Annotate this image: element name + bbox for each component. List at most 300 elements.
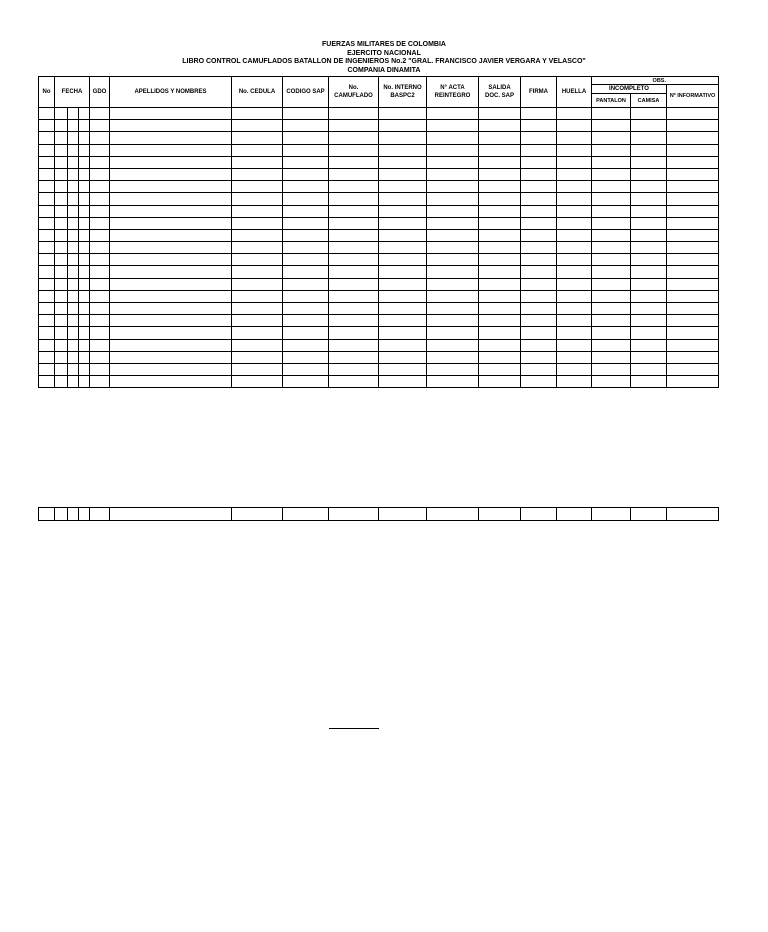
table-cell[interactable] — [90, 108, 110, 120]
table-cell[interactable] — [631, 508, 667, 521]
table-cell[interactable] — [557, 144, 592, 156]
table-cell[interactable] — [329, 376, 379, 388]
table-cell[interactable] — [631, 132, 667, 144]
table-cell[interactable] — [110, 205, 232, 217]
table-cell[interactable] — [667, 108, 719, 120]
table-cell[interactable] — [557, 217, 592, 229]
table-cell[interactable] — [557, 327, 592, 339]
table-cell[interactable] — [232, 108, 283, 120]
table-cell[interactable] — [592, 217, 631, 229]
table-cell[interactable] — [39, 108, 55, 120]
table-cell[interactable] — [379, 254, 427, 266]
table-cell[interactable] — [379, 168, 427, 180]
table-cell[interactable] — [68, 508, 79, 521]
table-cell[interactable] — [55, 376, 68, 388]
table-cell[interactable] — [90, 132, 110, 144]
table-cell[interactable] — [39, 508, 55, 521]
table-cell[interactable] — [592, 254, 631, 266]
table-cell[interactable] — [283, 376, 329, 388]
table-cell[interactable] — [631, 229, 667, 241]
table-cell[interactable] — [39, 278, 55, 290]
table-cell[interactable] — [283, 156, 329, 168]
table-cell[interactable] — [479, 290, 521, 302]
table-cell[interactable] — [55, 120, 68, 132]
table-cell[interactable] — [427, 351, 479, 363]
table-cell[interactable] — [329, 120, 379, 132]
table-cell[interactable] — [631, 339, 667, 351]
table-cell[interactable] — [479, 266, 521, 278]
table-cell[interactable] — [667, 156, 719, 168]
table-cell[interactable] — [631, 327, 667, 339]
table-cell[interactable] — [90, 339, 110, 351]
table-cell[interactable] — [232, 144, 283, 156]
table-cell[interactable] — [521, 290, 557, 302]
table-cell[interactable] — [329, 315, 379, 327]
table-cell[interactable] — [479, 168, 521, 180]
table-cell[interactable] — [479, 144, 521, 156]
table-cell[interactable] — [79, 278, 90, 290]
table-cell[interactable] — [379, 290, 427, 302]
table-cell[interactable] — [68, 254, 79, 266]
table-cell[interactable] — [557, 339, 592, 351]
table-cell[interactable] — [110, 120, 232, 132]
table-cell[interactable] — [667, 132, 719, 144]
table-cell[interactable] — [39, 144, 55, 156]
table-cell[interactable] — [379, 181, 427, 193]
table-cell[interactable] — [557, 132, 592, 144]
table-cell[interactable] — [329, 327, 379, 339]
table-cell[interactable] — [110, 508, 232, 521]
table-cell[interactable] — [557, 363, 592, 375]
table-cell[interactable] — [39, 266, 55, 278]
table-cell[interactable] — [283, 229, 329, 241]
table-cell[interactable] — [39, 156, 55, 168]
table-cell[interactable] — [427, 254, 479, 266]
table-cell[interactable] — [283, 108, 329, 120]
table-cell[interactable] — [592, 205, 631, 217]
table-cell[interactable] — [79, 156, 90, 168]
table-cell[interactable] — [110, 315, 232, 327]
table-cell[interactable] — [79, 144, 90, 156]
table-cell[interactable] — [55, 266, 68, 278]
table-cell[interactable] — [379, 193, 427, 205]
table-cell[interactable] — [631, 351, 667, 363]
table-cell[interactable] — [427, 339, 479, 351]
table-cell[interactable] — [592, 290, 631, 302]
table-cell[interactable] — [557, 242, 592, 254]
table-cell[interactable] — [557, 351, 592, 363]
table-cell[interactable] — [329, 108, 379, 120]
table-cell[interactable] — [232, 315, 283, 327]
table-cell[interactable] — [479, 315, 521, 327]
table-cell[interactable] — [631, 363, 667, 375]
table-cell[interactable] — [592, 339, 631, 351]
table-cell[interactable] — [329, 508, 379, 521]
table-cell[interactable] — [521, 217, 557, 229]
table-cell[interactable] — [55, 229, 68, 241]
table-cell[interactable] — [79, 254, 90, 266]
table-cell[interactable] — [631, 266, 667, 278]
table-cell[interactable] — [667, 303, 719, 315]
table-cell[interactable] — [55, 193, 68, 205]
table-cell[interactable] — [90, 229, 110, 241]
table-cell[interactable] — [232, 217, 283, 229]
table-cell[interactable] — [329, 181, 379, 193]
table-cell[interactable] — [55, 217, 68, 229]
table-cell[interactable] — [521, 376, 557, 388]
table-cell[interactable] — [79, 508, 90, 521]
table-cell[interactable] — [68, 327, 79, 339]
table-cell[interactable] — [557, 303, 592, 315]
table-cell[interactable] — [329, 290, 379, 302]
table-cell[interactable] — [68, 315, 79, 327]
table-cell[interactable] — [39, 254, 55, 266]
table-cell[interactable] — [427, 168, 479, 180]
table-cell[interactable] — [631, 120, 667, 132]
table-cell[interactable] — [39, 217, 55, 229]
table-cell[interactable] — [79, 120, 90, 132]
table-cell[interactable] — [521, 181, 557, 193]
table-cell[interactable] — [427, 132, 479, 144]
table-cell[interactable] — [479, 254, 521, 266]
table-cell[interactable] — [329, 242, 379, 254]
table-cell[interactable] — [379, 339, 427, 351]
table-cell[interactable] — [521, 108, 557, 120]
table-cell[interactable] — [39, 120, 55, 132]
table-cell[interactable] — [232, 351, 283, 363]
table-cell[interactable] — [592, 108, 631, 120]
table-cell[interactable] — [329, 303, 379, 315]
table-cell[interactable] — [557, 108, 592, 120]
table-cell[interactable] — [667, 339, 719, 351]
table-cell[interactable] — [592, 181, 631, 193]
table-cell[interactable] — [283, 193, 329, 205]
table-cell[interactable] — [479, 339, 521, 351]
table-cell[interactable] — [479, 376, 521, 388]
table-cell[interactable] — [39, 327, 55, 339]
table-cell[interactable] — [379, 217, 427, 229]
table-cell[interactable] — [55, 132, 68, 144]
table-cell[interactable] — [39, 376, 55, 388]
table-cell[interactable] — [427, 217, 479, 229]
table-cell[interactable] — [631, 205, 667, 217]
table-cell[interactable] — [667, 363, 719, 375]
table-cell[interactable] — [521, 144, 557, 156]
table-cell[interactable] — [379, 108, 427, 120]
table-cell[interactable] — [479, 193, 521, 205]
table-cell[interactable] — [283, 120, 329, 132]
table-cell[interactable] — [283, 303, 329, 315]
table-cell[interactable] — [592, 303, 631, 315]
table-cell[interactable] — [79, 339, 90, 351]
table-cell[interactable] — [90, 315, 110, 327]
table-cell[interactable] — [521, 315, 557, 327]
table-cell[interactable] — [232, 193, 283, 205]
table-cell[interactable] — [427, 376, 479, 388]
table-cell[interactable] — [521, 339, 557, 351]
table-cell[interactable] — [110, 376, 232, 388]
table-cell[interactable] — [110, 108, 232, 120]
table-cell[interactable] — [592, 278, 631, 290]
table-cell[interactable] — [592, 508, 631, 521]
table-cell[interactable] — [521, 351, 557, 363]
table-cell[interactable] — [557, 315, 592, 327]
table-cell[interactable] — [283, 363, 329, 375]
table-cell[interactable] — [55, 508, 68, 521]
table-cell[interactable] — [232, 363, 283, 375]
table-cell[interactable] — [39, 339, 55, 351]
table-cell[interactable] — [631, 290, 667, 302]
table-cell[interactable] — [479, 181, 521, 193]
table-cell[interactable] — [79, 290, 90, 302]
table-cell[interactable] — [592, 132, 631, 144]
table-cell[interactable] — [427, 315, 479, 327]
table-cell[interactable] — [427, 229, 479, 241]
table-cell[interactable] — [479, 108, 521, 120]
table-cell[interactable] — [521, 193, 557, 205]
table-cell[interactable] — [68, 156, 79, 168]
table-cell[interactable] — [232, 278, 283, 290]
table-cell[interactable] — [521, 156, 557, 168]
table-cell[interactable] — [479, 508, 521, 521]
table-cell[interactable] — [68, 339, 79, 351]
table-cell[interactable] — [557, 278, 592, 290]
table-cell[interactable] — [557, 205, 592, 217]
table-cell[interactable] — [283, 217, 329, 229]
table-cell[interactable] — [90, 376, 110, 388]
table-cell[interactable] — [329, 254, 379, 266]
table-cell[interactable] — [667, 278, 719, 290]
table-cell[interactable] — [283, 266, 329, 278]
table-cell[interactable] — [232, 290, 283, 302]
table-cell[interactable] — [592, 242, 631, 254]
table-cell[interactable] — [68, 132, 79, 144]
table-cell[interactable] — [110, 351, 232, 363]
table-cell[interactable] — [667, 266, 719, 278]
table-cell[interactable] — [379, 351, 427, 363]
table-cell[interactable] — [379, 363, 427, 375]
table-cell[interactable] — [631, 193, 667, 205]
table-cell[interactable] — [39, 363, 55, 375]
table-cell[interactable] — [427, 327, 479, 339]
table-cell[interactable] — [79, 376, 90, 388]
table-cell[interactable] — [39, 168, 55, 180]
table-cell[interactable] — [379, 327, 427, 339]
table-cell[interactable] — [631, 376, 667, 388]
table-cell[interactable] — [232, 242, 283, 254]
table-cell[interactable] — [479, 156, 521, 168]
table-cell[interactable] — [667, 205, 719, 217]
table-cell[interactable] — [79, 205, 90, 217]
table-cell[interactable] — [79, 303, 90, 315]
table-cell[interactable] — [283, 168, 329, 180]
table-cell[interactable] — [379, 229, 427, 241]
table-cell[interactable] — [90, 327, 110, 339]
table-cell[interactable] — [379, 156, 427, 168]
table-cell[interactable] — [110, 132, 232, 144]
table-cell[interactable] — [55, 278, 68, 290]
table-cell[interactable] — [79, 351, 90, 363]
table-cell[interactable] — [68, 168, 79, 180]
table-cell[interactable] — [427, 205, 479, 217]
table-cell[interactable] — [79, 181, 90, 193]
table-cell[interactable] — [68, 217, 79, 229]
table-cell[interactable] — [521, 242, 557, 254]
table-cell[interactable] — [379, 266, 427, 278]
table-cell[interactable] — [329, 217, 379, 229]
table-cell[interactable] — [667, 144, 719, 156]
table-cell[interactable] — [79, 327, 90, 339]
table-cell[interactable] — [592, 156, 631, 168]
table-cell[interactable] — [283, 181, 329, 193]
table-cell[interactable] — [631, 303, 667, 315]
table-cell[interactable] — [232, 339, 283, 351]
table-cell[interactable] — [79, 168, 90, 180]
table-cell[interactable] — [427, 144, 479, 156]
table-cell[interactable] — [90, 168, 110, 180]
table-cell[interactable] — [592, 315, 631, 327]
table-cell[interactable] — [110, 266, 232, 278]
table-cell[interactable] — [68, 193, 79, 205]
table-cell[interactable] — [90, 266, 110, 278]
table-cell[interactable] — [667, 120, 719, 132]
table-cell[interactable] — [68, 205, 79, 217]
table-cell[interactable] — [79, 363, 90, 375]
table-cell[interactable] — [283, 242, 329, 254]
table-cell[interactable] — [427, 193, 479, 205]
table-cell[interactable] — [79, 315, 90, 327]
table-cell[interactable] — [521, 254, 557, 266]
table-cell[interactable] — [592, 376, 631, 388]
table-cell[interactable] — [55, 168, 68, 180]
table-cell[interactable] — [667, 508, 719, 521]
table-cell[interactable] — [68, 351, 79, 363]
table-cell[interactable] — [521, 229, 557, 241]
table-cell[interactable] — [90, 278, 110, 290]
table-cell[interactable] — [283, 290, 329, 302]
table-cell[interactable] — [427, 363, 479, 375]
table-cell[interactable] — [68, 144, 79, 156]
table-cell[interactable] — [479, 351, 521, 363]
table-cell[interactable] — [39, 132, 55, 144]
table-cell[interactable] — [631, 181, 667, 193]
table-cell[interactable] — [90, 144, 110, 156]
table-cell[interactable] — [667, 242, 719, 254]
table-cell[interactable] — [329, 339, 379, 351]
table-cell[interactable] — [90, 120, 110, 132]
table-cell[interactable] — [55, 205, 68, 217]
table-cell[interactable] — [427, 278, 479, 290]
table-cell[interactable] — [283, 278, 329, 290]
table-cell[interactable] — [631, 168, 667, 180]
table-cell[interactable] — [232, 181, 283, 193]
table-cell[interactable] — [232, 120, 283, 132]
table-cell[interactable] — [39, 351, 55, 363]
table-cell[interactable] — [521, 363, 557, 375]
table-cell[interactable] — [110, 254, 232, 266]
table-cell[interactable] — [55, 144, 68, 156]
table-cell[interactable] — [79, 242, 90, 254]
table-cell[interactable] — [631, 108, 667, 120]
table-cell[interactable] — [79, 217, 90, 229]
table-cell[interactable] — [667, 193, 719, 205]
table-cell[interactable] — [667, 351, 719, 363]
table-cell[interactable] — [110, 144, 232, 156]
table-cell[interactable] — [667, 217, 719, 229]
table-cell[interactable] — [283, 205, 329, 217]
table-cell[interactable] — [521, 278, 557, 290]
table-cell[interactable] — [631, 315, 667, 327]
table-cell[interactable] — [592, 327, 631, 339]
table-cell[interactable] — [667, 327, 719, 339]
table-cell[interactable] — [232, 376, 283, 388]
table-cell[interactable] — [68, 266, 79, 278]
table-cell[interactable] — [55, 254, 68, 266]
table-cell[interactable] — [479, 327, 521, 339]
table-cell[interactable] — [90, 254, 110, 266]
table-cell[interactable] — [667, 376, 719, 388]
table-cell[interactable] — [39, 315, 55, 327]
table-cell[interactable] — [427, 120, 479, 132]
table-cell[interactable] — [79, 193, 90, 205]
table-cell[interactable] — [667, 229, 719, 241]
table-cell[interactable] — [283, 144, 329, 156]
table-cell[interactable] — [479, 363, 521, 375]
table-cell[interactable] — [479, 229, 521, 241]
table-cell[interactable] — [55, 290, 68, 302]
table-cell[interactable] — [379, 242, 427, 254]
table-cell[interactable] — [232, 254, 283, 266]
table-cell[interactable] — [631, 278, 667, 290]
table-cell[interactable] — [329, 363, 379, 375]
table-cell[interactable] — [379, 303, 427, 315]
table-cell[interactable] — [521, 327, 557, 339]
table-cell[interactable] — [55, 108, 68, 120]
table-cell[interactable] — [68, 376, 79, 388]
table-cell[interactable] — [592, 229, 631, 241]
table-cell[interactable] — [329, 205, 379, 217]
table-cell[interactable] — [90, 193, 110, 205]
table-cell[interactable] — [232, 327, 283, 339]
table-cell[interactable] — [631, 144, 667, 156]
table-cell[interactable] — [379, 205, 427, 217]
table-cell[interactable] — [479, 205, 521, 217]
table-cell[interactable] — [631, 254, 667, 266]
table-cell[interactable] — [329, 266, 379, 278]
table-cell[interactable] — [479, 217, 521, 229]
table-cell[interactable] — [55, 363, 68, 375]
table-cell[interactable] — [232, 205, 283, 217]
table-cell[interactable] — [479, 278, 521, 290]
table-cell[interactable] — [557, 376, 592, 388]
table-cell[interactable] — [379, 132, 427, 144]
table-cell[interactable] — [283, 508, 329, 521]
table-cell[interactable] — [427, 508, 479, 521]
table-cell[interactable] — [592, 193, 631, 205]
table-cell[interactable] — [631, 156, 667, 168]
table-cell[interactable] — [479, 120, 521, 132]
table-cell[interactable] — [110, 242, 232, 254]
table-cell[interactable] — [379, 508, 427, 521]
table-cell[interactable] — [79, 266, 90, 278]
table-cell[interactable] — [427, 290, 479, 302]
table-cell[interactable] — [90, 181, 110, 193]
table-cell[interactable] — [79, 108, 90, 120]
table-cell[interactable] — [557, 193, 592, 205]
table-cell[interactable] — [68, 303, 79, 315]
table-cell[interactable] — [90, 508, 110, 521]
table-cell[interactable] — [68, 229, 79, 241]
